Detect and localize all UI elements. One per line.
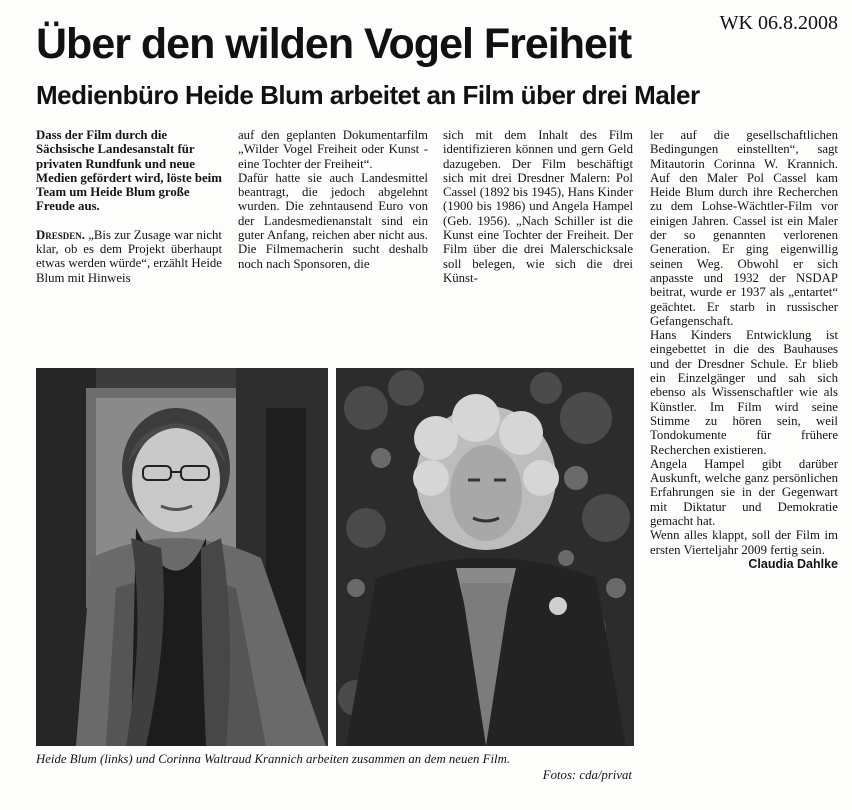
date-stamp: WK 06.8.2008	[719, 12, 838, 34]
article-column-1	[36, 128, 222, 358]
column-4-paragraph-4: Wenn alles klappt, soll der Film im ersten Vierteljahr 2009 fertig sein.	[650, 528, 838, 557]
column-4-paragraph-2: Hans Kinders Entwicklung ist eingebettet in die des Bauhauses und der Dresdner Schule. Er blieb ein Einzelgänger und sah sich ebenso als Wissenschaftler wie als Künstler. Im Film wird seine Stimme zu hören sein, weil Tondokumente für frühere Recherchen existieren.	[650, 328, 838, 457]
column-4-paragraph-3: Angela Hampel gibt darüber Auskunft, welche ganz persönlichen Erfahrungen sie in der Gegenwart mit Diktatur und Demokratie gemacht hat.	[650, 456, 838, 529]
photo-caption: Heide Blum (links) und Corinna Waltraud Krannich arbeiten zusammen an dem neuen Film.	[36, 752, 511, 766]
column-4-paragraph-1: ler auf die gesellschaftlichen Bedingungen einstellten“, sagt Mitautorin Corinna W. Krannich. Auf den Maler Pol Cassel kam Heide Blum durch ihre Recherchen zu dem Lohse-Wächtler-Film vor einigen Jahren. Cassel ist ein Maler der so genannten verlorenen Generation. Er ging eigenwillig seinen Weg. Obwohl er sich anpasste und 1932 der NSDAP beitrat, wurde er 1937 als „entartet“ geächtet. Er starb in russischer Gefangenschaft.	[650, 128, 838, 328]
photo-corinna-krannich	[336, 368, 634, 746]
article-column-4	[650, 128, 838, 776]
author-byline: Claudia Dahlke	[748, 556, 838, 571]
article-headline: Über den wilden Vogel Freiheit	[36, 20, 632, 68]
column-2-paragraph-1: auf den geplanten Dokumentarfilm „Wilder Vogel Freiheit oder Kunst - eine Tochter der Freiheit“.	[238, 128, 428, 171]
photo-heide-blum	[36, 368, 328, 746]
column-3-text: sich mit dem Inhalt des Film identifizieren können und gern Geld dazugeben. Der Film beschäftigt sich mit drei Dresdner Malern: Pol Cassel (1892 bis 1945), Hans Kinder (1900 bis 1986) und Angela Hampel (Geb. 1956). „Nach Schiller ist die Kunst eine Tochter der Freiheit. Der Film über die drei Malerschicksale soll belegen, wie sich die drei Künst-	[443, 128, 633, 285]
article-paragraph	[36, 228, 222, 285]
photo-credit: Fotos: cda/privat	[542, 768, 632, 782]
article-subheadline: Medienbüro Heide Blum arbeitet an Film über drei Maler	[36, 80, 700, 110]
article-column-2	[238, 128, 428, 358]
dateline: Dresden.	[36, 227, 85, 242]
article-column-3	[443, 128, 633, 358]
article-lead: Dass der Film durch die Sächsische Landesanstalt für privaten Rundfunk und neue Medien gefördert wird, löste beim Team um Heide Blum große Freude aus.	[36, 128, 222, 214]
column-1-text: „Bis zur Zusage war nicht klar, ob es dem Projekt überhaupt etwas werden würde“, erzählt Heide Blum mit Hinweis	[36, 227, 222, 285]
column-2-paragraph-2: Dafür hatte sie auch Landesmittel beantragt, die jedoch abgelehnt wurden. Die zehntausend Euro von der Landesmedienanstalt sind ein guter Anfang, reichen aber nicht aus. Die Filmemacherin sucht deshalb noch nach Sponsoren, die	[238, 170, 428, 271]
